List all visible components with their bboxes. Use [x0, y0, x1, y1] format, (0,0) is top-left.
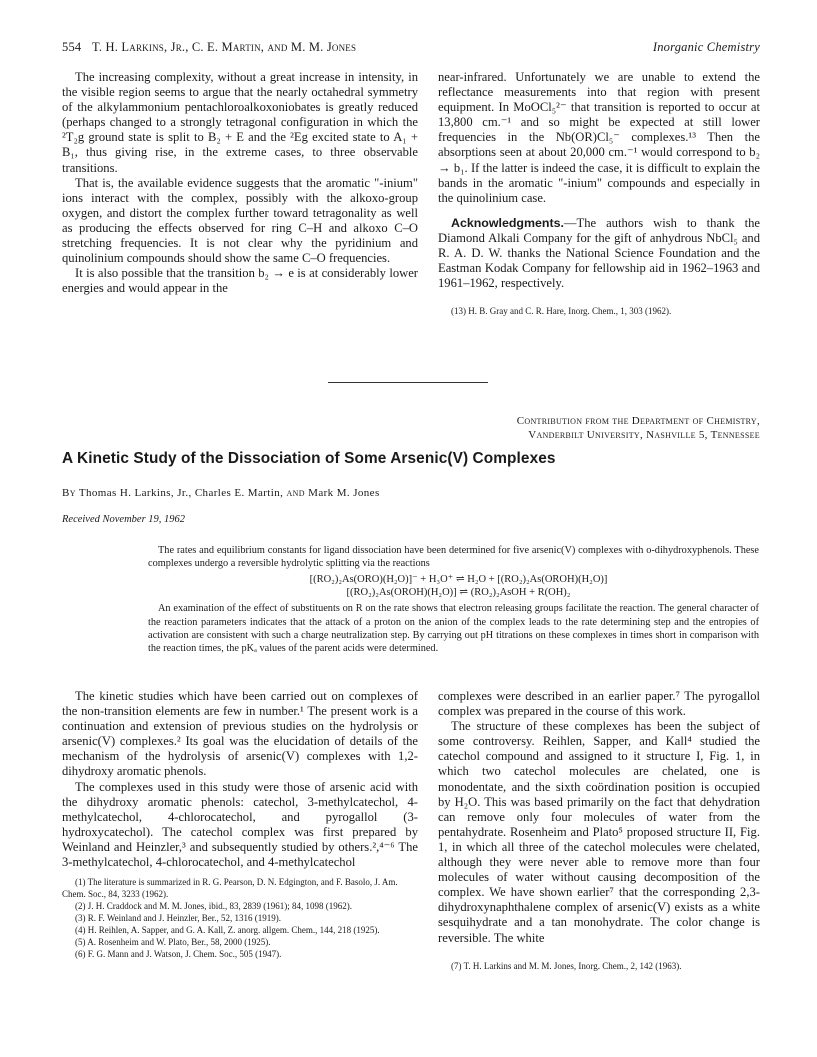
acknowledgments-text: —The authors wish to thank the Diamond Alkali Company for the gift of anhydrous NbCl₅ and R. A. D. W. thanks the National Science Foundation and the Eastman Kodak Company for fellowship aid in 1962–1963 and 1961–1962, respectively. [438, 215, 760, 291]
paragraph: near-infrared. Unfortunately we are unable to extend the reflectance measurements into that region with present equipment. In MoOCl₅²⁻ that transition is reported to occur at 13,800 cm.⁻¹ and so might be expected at still lower frequencies in the Nb(OR)Cl₅⁻ complexes.¹³ Then the absorptions seen at about 20,000 cm.⁻¹ would correspond to b₂ → b₁. If the latter is indeed the case, it is difficult to explain the bands in the aromatic "-inium" compounds and especially in the quinolinium case. [438, 70, 760, 205]
journal-name: Inorganic Chemistry [652, 40, 760, 54]
reaction-equation: [(RO₂)₂As(OROH)(H₂O)] ⇌ (RO₂)₂AsOH + R(OH)₂ [346, 587, 571, 599]
paragraph: The increasing complexity, without a great increase in intensity, in the visible region seems to argue that the nearly octahedral symmetry of the alkylammonium pentachloroalkoxoniobates is greatly reduced (perhaps changed to a strongly tetragonal configuration in which the ²T₂g ground state is split to B₂ + E and the ²Eg excited state to A₁ + B₁, thus giving rise, in the extreme cases, to three observable transitions. [62, 70, 418, 175]
body-left-column [62, 689, 418, 960]
footnote: (4) H. Reihlen, A. Sapper, and G. A. Kall, Z. anorg. allgem. Chem., 144, 218 (1925). [75, 925, 380, 936]
contribution-note [340, 414, 760, 442]
footnote: (5) A. Rosenheim and W. Plato, Ber., 58, 2000 (1925). [75, 937, 271, 948]
section-divider [328, 382, 488, 383]
paragraph: The structure of these complexes has been the subject of some controversy. Reihlen, Sapper, and Kall⁴ studied the catechol compound and assigned to it structure I, Fig. 1, in which two catechol molecules are chelated, one is monodentate, and the sixth coördination position is occupied by H₂O. This was based primarily on the fact that dehydration can remove only four molecules of water from the pentahydrate. Rosenheim and Plato⁵ proposed structure II, Fig. 1, in which all three of the catechol molecules were chelated, although they were never able to remove more than four molecules of water without causing decomposition of the complex. We have shown earlier⁷ that the corresponding 2,3-dihydroxynaphthalene complex of arsenic(V) exists as a white sesquihydrate and a tan monohydrate. The color change is reversible. The white [438, 719, 760, 945]
page-number: 554 [62, 40, 82, 54]
byline-by: By [62, 487, 76, 499]
footnote: (1) The literature is summarized in R. G. Pearson, D. N. Edgington, and F. Basolo, J. Am. Chem. Soc., 84, 3233 (1962). [62, 877, 398, 900]
footnote: (3) R. F. Weinland and J. Heinzler, Ber., 52, 1316 (1919). [75, 913, 281, 924]
acknowledgments-label: Acknowledgments. [451, 215, 564, 230]
author-name: Thomas H. Larkins, Jr., [78, 487, 192, 499]
reaction-equations [148, 573, 759, 599]
footnotes [62, 876, 418, 960]
byline-and: and [286, 487, 305, 499]
author-name: Mark M. Jones [308, 487, 380, 499]
acknowledgments [438, 216, 760, 291]
paragraph: It is also possible that the transition b₂ → e is at considerably lower energies and would appear in the [62, 266, 418, 296]
paragraph: The kinetic studies which have been carried out on complexes of the non-transition elements are few in number.¹ The present work is a continuation and extension of previous studies on the hydrolysis or arsenic(V) complexes.² Its goal was the elucidation of details of the mechanism of the hydrolysis of arsenic(V) complexes with 1,2-dihydroxy aromatic phenols. [62, 689, 418, 779]
running-header [62, 40, 760, 56]
footnote: (13) H. B. Gray and C. R. Hare, Inorg. Chem., 1, 303 (1962). [451, 306, 672, 317]
contribution-line: Vanderbilt University, Nashville 5, Tennessee [528, 429, 760, 441]
footnote: (2) J. H. Craddock and M. M. Jones, ibid., 83, 2839 (1961); 84, 1098 (1962). [75, 901, 352, 912]
footnote: (7) T. H. Larkins and M. M. Jones, Inorg. Chem., 2, 142 (1963). [451, 960, 682, 971]
top-right-column [438, 70, 760, 317]
body-right-column [438, 689, 760, 972]
paragraph: complexes were described in an earlier paper.⁷ The pyrogallol complex was prepared in the course of this work. [438, 689, 760, 719]
abstract [148, 544, 759, 656]
contribution-line: Contribution from the Department of Chemistry, [516, 415, 760, 427]
article-title: A Kinetic Study of the Dissociation of Some Arsenic(V) Complexes [62, 450, 556, 467]
abstract-body: An examination of the effect of substituents on R on the rate shows that electron releasing groups facilitate the reaction. The general character of the reaction parameters indicates that the attack of a proton on the anion of the complex leads to the rate determining step and the entropies of activation are consistent with such a charge neutralization step. By carrying out pH titrations on these complexes in times short in comparison with the reaction times, the pKₐ values of the parent acids were determined. [148, 603, 759, 655]
abstract-intro: The rates and equilibrium constants for ligand dissociation have been determined for five arsenic(V) complexes with o-dihydroxyphenols. These complexes undergo a reversible hydrolytic splitting via the reactions [148, 545, 759, 570]
byline [62, 487, 762, 499]
author-name: Charles E. Martin, [194, 487, 284, 499]
paragraph: That is, the available evidence suggests that the aromatic "-inium" ions interact with the complex, possibly with the alkoxo-group oxygen, and distort the complex further toward tetragonality as well as producing the effects observed for ring C–H and alkoxo C–O stretching frequencies. It is not clear why the pyridinium and quinolinium compounds should show the same C–O frequencies. [62, 175, 418, 266]
reaction-equation: [(RO₂)₂As(ORO)(H₂O)]⁻ + H₃O⁺ ⇌ H₂O + [(RO₂)₂As(OROH)(H₂O)] [309, 573, 608, 585]
received-date: Received November 19, 1962 [62, 514, 186, 525]
header-authors: T. H. Larkins, Jr., C. E. Martin, and M. M. Jones [92, 40, 357, 54]
top-left-column [62, 70, 418, 296]
paragraph: The complexes used in this study were those of arsenic acid with the dihydroxy aromatic phenols: catechol, 3-methylcatechol, 4-methylcatechol, 4-chlorocatechol, and pyrogallol (3-hydroxycatechol). The catechol complex was first prepared by Weinland and Heinzler,³ and subsequently studied by others.²,⁴⁻⁶ The 3-methylcatechol, 4-chlorocatechol, and 4-methylcatechol [62, 779, 418, 870]
footnote: (6) F. G. Mann and J. Watson, J. Chem. Soc., 505 (1947). [75, 949, 282, 960]
